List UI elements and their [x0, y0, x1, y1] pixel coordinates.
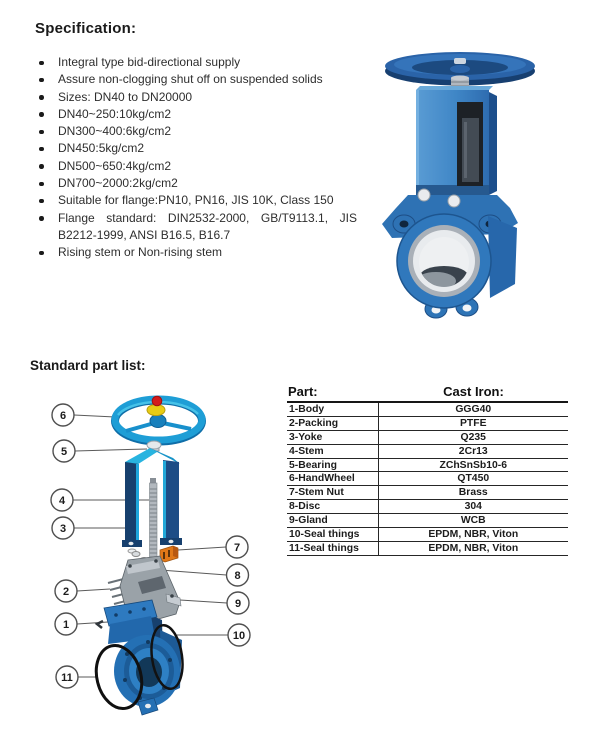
callout-1-num: 1 [62, 619, 70, 631]
table-row [287, 430, 568, 444]
callout-7-num: 7 [233, 542, 241, 554]
callout-11-num: 11 [61, 672, 73, 684]
table-row [287, 486, 568, 500]
bullet-icon [39, 216, 44, 221]
part-cell: 4-Stem [287, 444, 378, 458]
spec-item-text: Flange standard: DIN2532-2000, GB/T9113.1, JIS B2212-1999, ANSI B16.5, B16.7 [58, 210, 357, 242]
specification-list [35, 54, 357, 262]
callout-2-num: 2 [62, 586, 70, 598]
photo-valve-body [382, 189, 518, 318]
spec-item-text: Assure non-clogging shut off on suspended solids [58, 72, 323, 87]
specification-section [35, 20, 357, 262]
diagram-stem-nut [160, 546, 178, 562]
spec-item [35, 71, 357, 88]
material-cell: 304 [378, 500, 568, 514]
callout-5-num: 5 [60, 446, 68, 458]
table-row [287, 458, 568, 472]
material-cell: EPDM, NBR, Viton [378, 528, 568, 542]
part-cell: 3-Yoke [287, 430, 378, 444]
callout-4-num: 4 [58, 495, 66, 507]
bullet-icon [39, 78, 44, 83]
bullet-icon [39, 112, 44, 117]
parts-table [287, 384, 568, 556]
table-row [287, 514, 568, 528]
bullet-icon [39, 182, 44, 187]
table-row [287, 472, 568, 486]
bullet-icon [39, 95, 44, 100]
spec-item-text: DN700~2000:2kg/cm2 [58, 176, 178, 191]
bolt-part-1 [97, 621, 103, 628]
spec-item [35, 192, 357, 209]
spec-item-text: DN300~400:6kg/cm2 [58, 124, 172, 139]
material-cell: QT450 [378, 472, 568, 486]
diagram-handwheel [115, 396, 202, 441]
callout-9-num: 9 [234, 598, 242, 610]
table-row [287, 541, 568, 555]
material-cell: Q235 [378, 430, 568, 444]
col-header-cast-iron: Cast Iron: [378, 384, 568, 402]
spec-item [35, 175, 357, 192]
part-list-heading: Standard part list: [30, 358, 146, 373]
spec-item [35, 210, 357, 245]
material-cell: WCB [378, 514, 568, 528]
table-row [287, 528, 568, 542]
spec-item-text: DN500~650:4kg/cm2 [58, 158, 172, 173]
callout-6-num: 6 [59, 410, 67, 422]
callout-10-num: 10 [232, 630, 246, 642]
spec-item-text: Suitable for flange:PN10, PN16, JIS 10K, Class 150 [58, 193, 334, 208]
part-cell: 9-Gland [287, 514, 378, 528]
material-cell: PTFE [378, 416, 568, 430]
callout-3-num: 3 [59, 523, 67, 535]
table-row [287, 444, 568, 458]
spec-item-text: Sizes: DN40 to DN20000 [58, 89, 193, 104]
spec-item [35, 123, 357, 140]
part-cell: 5-Bearing [287, 458, 378, 472]
table-row [287, 402, 568, 416]
part-cell: 1-Body [287, 402, 378, 416]
spec-item-text: DN40~250:10kg/cm2 [58, 106, 172, 121]
material-cell: EPDM, NBR, Viton [378, 541, 568, 555]
material-cell: ZChSnSb10-6 [378, 458, 568, 472]
material-cell: Brass [378, 486, 568, 500]
bullet-icon [39, 130, 44, 135]
bullet-icon [39, 164, 44, 169]
bullet-icon [39, 199, 44, 204]
spec-item [35, 54, 357, 71]
spec-item-text: Rising stem or Non-rising stem [58, 245, 223, 260]
bullet-icon [39, 61, 44, 66]
photo-yoke-housing [416, 86, 497, 195]
spec-item [35, 140, 357, 157]
red-cap [152, 396, 162, 406]
spec-item-text: DN450:5kg/cm2 [58, 141, 145, 156]
part-cell: 6-HandWheel [287, 472, 378, 486]
table-row [287, 416, 568, 430]
exploded-diagram [30, 390, 290, 750]
part-cell: 7-Stem Nut [287, 486, 378, 500]
spec-item [35, 244, 357, 261]
part-cell: 10-Seal things [287, 528, 378, 542]
col-header-part: Part: [287, 384, 378, 402]
bullet-icon [39, 251, 44, 256]
spec-item-text: Integral type bid-directional supply [58, 55, 241, 69]
valve-product-photo [370, 38, 575, 343]
material-cell: GGG40 [378, 402, 568, 416]
part-cell: 2-Packing [287, 416, 378, 430]
part-cell: 11-Seal things [287, 541, 378, 555]
spec-item [35, 158, 357, 175]
table-header-row [287, 384, 568, 402]
specification-heading: Specification: [35, 20, 137, 37]
material-cell: 2Cr13 [378, 444, 568, 458]
spec-item [35, 89, 357, 106]
bullet-icon [39, 147, 44, 152]
callout-8-num: 8 [234, 570, 241, 582]
part-cell: 8-Disc [287, 500, 378, 514]
table-row [287, 500, 568, 514]
spec-item [35, 106, 357, 123]
